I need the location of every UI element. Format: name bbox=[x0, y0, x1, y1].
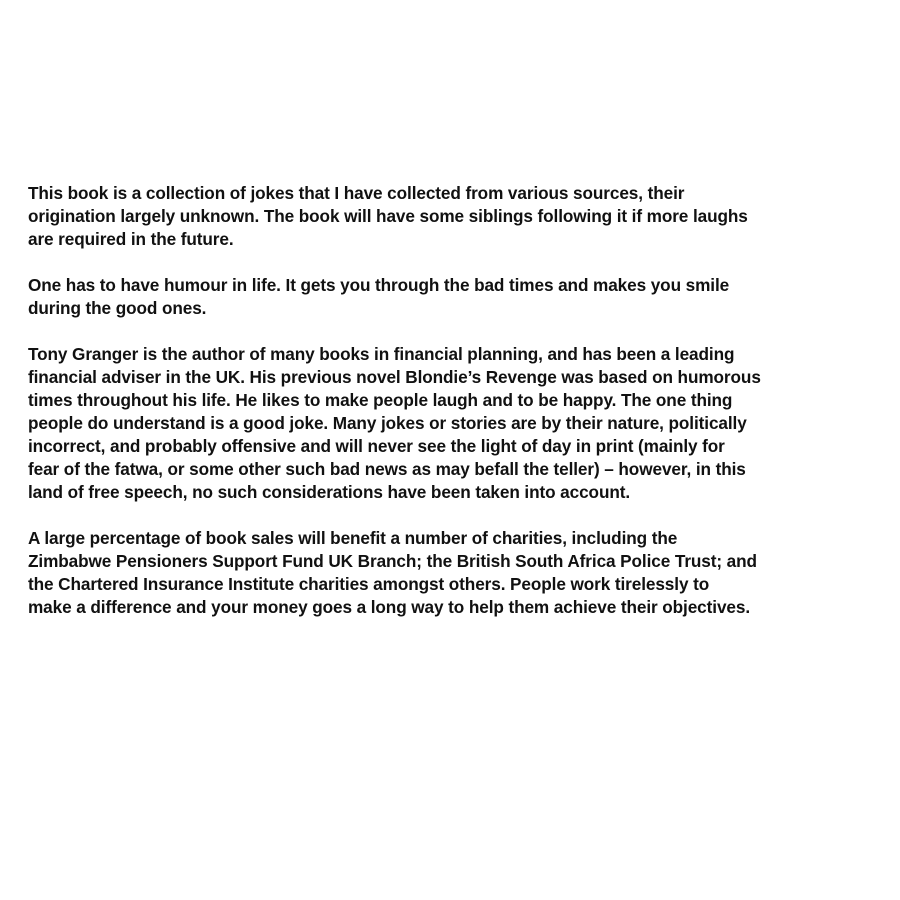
text-line: the Chartered Insurance Institute charities amongst others. People work tirelessly to bbox=[28, 574, 710, 594]
document-body bbox=[28, 182, 888, 642]
text-line: land of free speech, no such considerations have been taken into account. bbox=[28, 482, 631, 502]
text-line: Tony Granger is the author of many books in financial planning, and has been a leading bbox=[28, 344, 735, 364]
text-line: people do understand is a good joke. Many jokes or stories are by their nature, politically bbox=[28, 413, 747, 433]
text-line: One has to have humour in life. It gets you through the bad times and makes you smile bbox=[28, 275, 730, 295]
paragraph-humour bbox=[28, 274, 888, 320]
text-line: financial adviser in the UK. His previous novel Blondie’s Revenge was based on humorous bbox=[28, 367, 761, 387]
text-line: during the good ones. bbox=[28, 298, 207, 318]
paragraph-author bbox=[28, 343, 888, 504]
text-line: origination largely unknown. The book will have some siblings following it if more laughs bbox=[28, 206, 748, 226]
text-line: times throughout his life. He likes to make people laugh and to be happy. The one thing bbox=[28, 390, 733, 410]
text-line: fear of the fatwa, or some other such bad news as may befall the teller) – however, in this bbox=[28, 459, 746, 479]
text-line: incorrect, and probably offensive and will never see the light of day in print (mainly for bbox=[28, 436, 725, 456]
paragraph-intro bbox=[28, 182, 888, 251]
text-line: Zimbabwe Pensioners Support Fund UK Branch; the British South Africa Police Trust; and bbox=[28, 551, 757, 571]
text-line: A large percentage of book sales will benefit a number of charities, including the bbox=[28, 528, 678, 548]
text-line: are required in the future. bbox=[28, 229, 234, 249]
paragraph-charities bbox=[28, 527, 888, 619]
text-line: This book is a collection of jokes that I have collected from various sources, their bbox=[28, 183, 685, 203]
text-line: make a difference and your money goes a long way to help them achieve their objectives. bbox=[28, 597, 750, 617]
